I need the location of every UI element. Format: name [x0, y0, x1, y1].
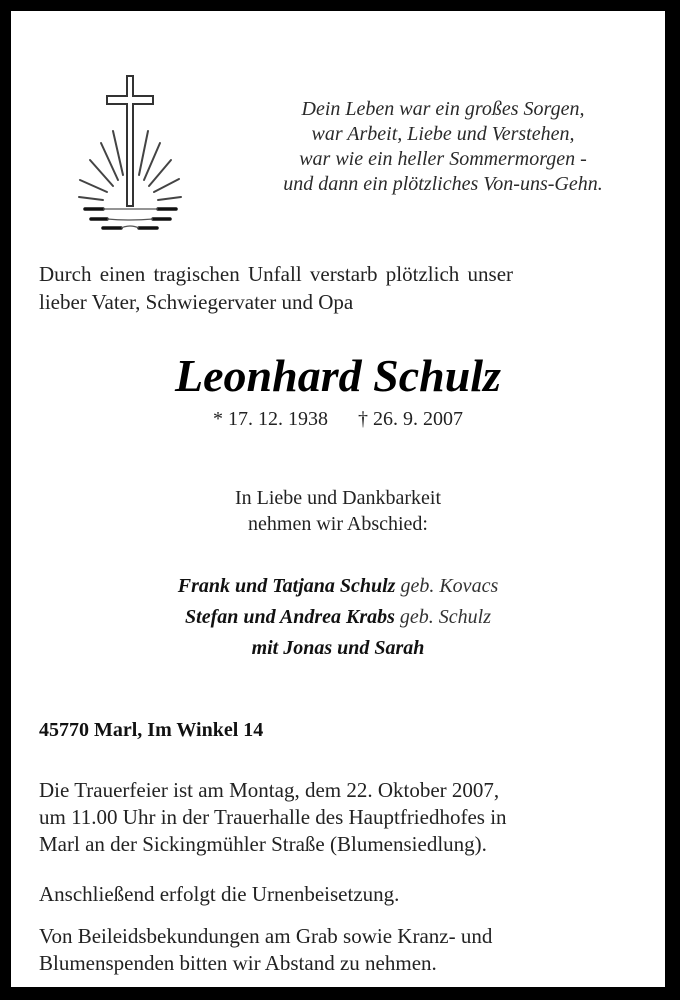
- cross-with-sun-rays-icon: [63, 73, 193, 233]
- request-line: Blumenspenden bitten wir Abstand zu nehmen.: [39, 951, 437, 975]
- mourner-names: Frank und Tatjana Schulz: [177, 575, 396, 597]
- maiden-name: geb. Schulz: [399, 606, 491, 628]
- family-address: 45770 Marl, Im Winkel 14: [39, 719, 264, 741]
- farewell-line: In Liebe und Dankbarkeit: [234, 487, 442, 509]
- burial-info: [39, 881, 651, 908]
- funeral-line: um 11.00 Uhr in der Trauerhalle des Hauptfriedhofes in: [39, 805, 507, 829]
- mourners-list: [11, 571, 665, 664]
- obituary-card: [11, 11, 665, 987]
- deceased-name: Leonhard Schulz: [175, 350, 501, 401]
- intro-line: Durch einen tragischen Unfall verstarb plötzlich unser: [39, 262, 514, 286]
- funeral-line: Marl an der Sickingmühler Straße (Blumensiedlung).: [39, 832, 487, 856]
- poem-line: war Arbeit, Liebe und Verstehen,: [311, 123, 575, 145]
- poem-line: und dann ein plötzliches Von-uns-Gehn.: [283, 173, 603, 195]
- mourner-names: Stefan und Andrea Krabs: [185, 606, 395, 628]
- farewell-line: nehmen wir Abschied:: [248, 513, 428, 535]
- condolence-request: [39, 923, 651, 977]
- poem: [233, 97, 653, 197]
- mourner-entry: [11, 571, 665, 602]
- funeral-line: Die Trauerfeier ist am Montag, dem 22. Oktober 2007,: [39, 778, 500, 802]
- maiden-name: geb. Kovacs: [400, 575, 499, 597]
- funeral-info: [39, 777, 651, 858]
- mourner-entry: [11, 602, 665, 633]
- birth-date: * 17. 12. 1938: [213, 408, 328, 430]
- intro-line: lieber Vater, Schwiegervater und Opa: [39, 290, 354, 314]
- death-date: † 26. 9. 2007: [358, 408, 463, 430]
- mourner-names: mit Jonas und Sarah: [251, 637, 425, 659]
- request-line: Von Beileidsbekundungen am Grab sowie Kranz- und: [39, 924, 493, 948]
- mourner-entry: [11, 633, 665, 664]
- intro-text: [39, 260, 651, 316]
- life-dates: [11, 406, 665, 432]
- burial-line: Anschließend erfolgt die Urnenbeisetzung.: [39, 882, 400, 906]
- poem-line: Dein Leben war ein großes Sorgen,: [301, 98, 585, 120]
- farewell-text: [11, 485, 665, 537]
- poem-line: war wie ein heller Sommermorgen -: [299, 148, 587, 170]
